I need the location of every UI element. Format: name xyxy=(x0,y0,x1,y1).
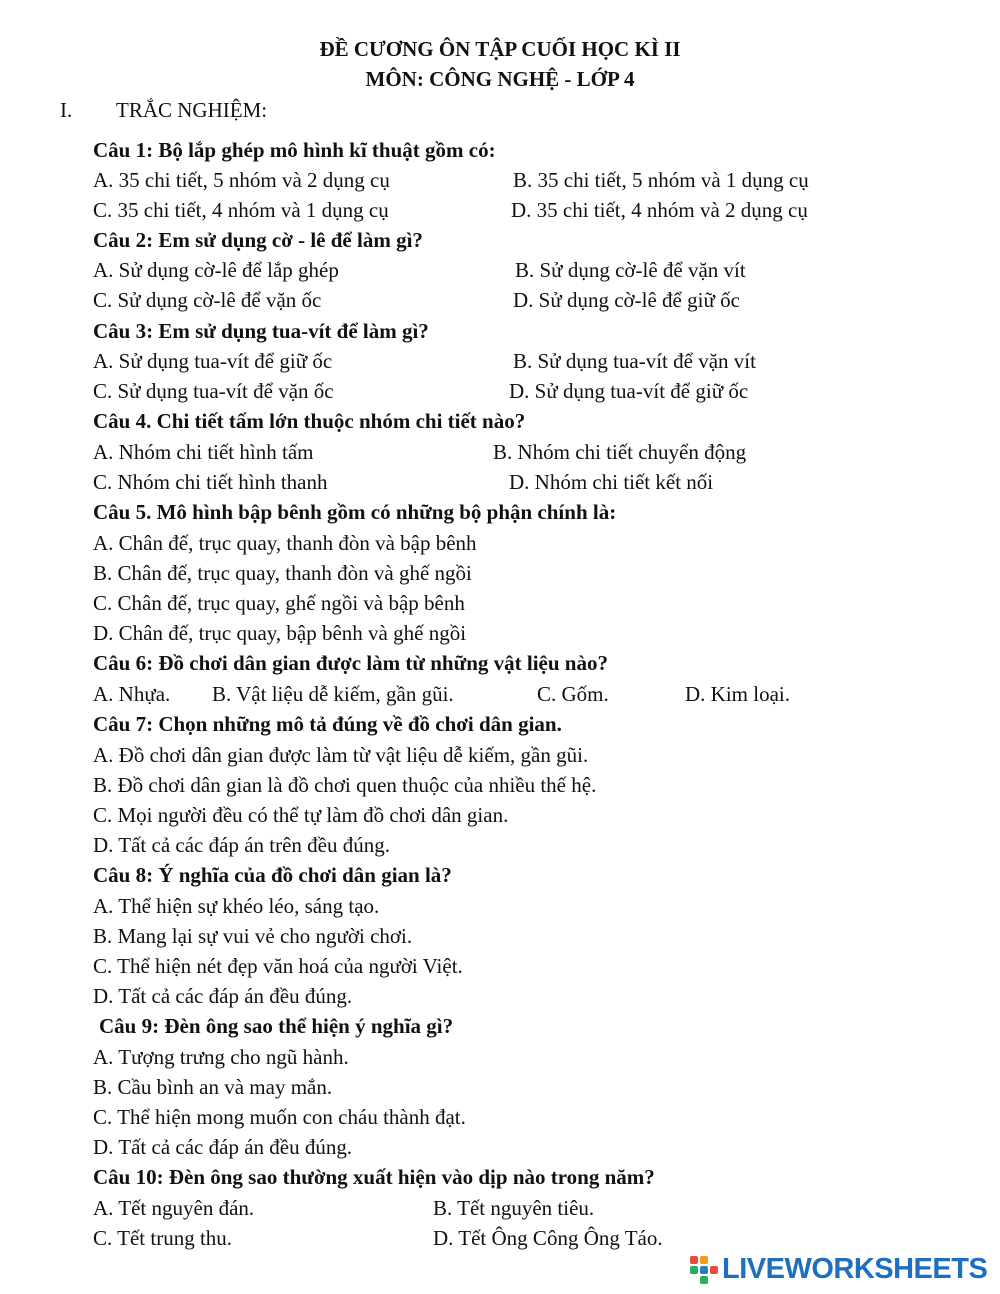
q2-option-a: A. Sử dụng cờ-lê để lắp ghép xyxy=(93,258,339,282)
q6-option-c: C. Gốm. xyxy=(537,682,609,706)
q7-option-a: A. Đồ chơi dân gian được làm từ vật liệu dễ kiếm, gần gũi. xyxy=(93,743,589,767)
question-4: Câu 4. Chi tiết tấm lớn thuộc nhóm chi tiết nào? xyxy=(93,409,526,433)
q3-option-c: C. Sử dụng tua-vít để vặn ốc xyxy=(93,379,334,403)
q9-option-a: A. Tượng trưng cho ngũ hành. xyxy=(93,1045,349,1069)
logo-tile xyxy=(690,1256,698,1264)
logo-tile xyxy=(700,1256,708,1264)
q7-option-b: B. Đồ chơi dân gian là đồ chơi quen thuộc của nhiều thế hệ. xyxy=(93,773,597,797)
q10-option-b: B. Tết nguyên tiêu. xyxy=(433,1196,595,1220)
liveworksheets-logo-icon xyxy=(690,1254,720,1284)
section-number: I. xyxy=(60,98,73,122)
section-title: TRẮC NGHIỆM: xyxy=(116,98,268,122)
doc-subtitle: MÔN: CÔNG NGHỆ - LỚP 4 xyxy=(365,67,635,91)
question-8: Câu 8: Ý nghĩa của đồ chơi dân gian là? xyxy=(93,863,452,887)
question-7: Câu 7: Chọn những mô tả đúng về đồ chơi dân gian. xyxy=(93,712,562,736)
liveworksheets-logo-text: LIVEWORKSHEETS xyxy=(722,1252,988,1285)
question-1: Câu 1: Bộ lắp ghép mô hình kĩ thuật gồm có: xyxy=(93,138,496,162)
logo-tile xyxy=(700,1276,708,1284)
q1-option-c: C. 35 chi tiết, 4 nhóm và 1 dụng cụ xyxy=(93,198,389,222)
q8-option-a: A. Thể hiện sự khéo léo, sáng tạo. xyxy=(93,894,380,918)
q5-option-c: C. Chân đế, trục quay, ghế ngồi và bập bênh xyxy=(93,591,465,615)
q7-option-c: C. Mọi người đều có thể tự làm đồ chơi dân gian. xyxy=(93,803,509,827)
logo-tile xyxy=(710,1266,718,1274)
question-9: Câu 9: Đèn ông sao thể hiện ý nghĩa gì? xyxy=(99,1014,454,1038)
question-3: Câu 3: Em sử dụng tua-vít để làm gì? xyxy=(93,319,429,343)
q8-option-d: D. Tất cả các đáp án đều đúng. xyxy=(93,984,353,1008)
question-10: Câu 10: Đèn ông sao thường xuất hiện vào dịp nào trong năm? xyxy=(93,1165,655,1189)
logo-tile xyxy=(700,1266,708,1274)
q2-option-b: B. Sử dụng cờ-lê để vặn vít xyxy=(515,258,746,282)
q6-option-d: D. Kim loại. xyxy=(685,682,790,706)
q10-option-d: D. Tết Ông Công Ông Táo. xyxy=(433,1226,663,1250)
q1-option-d: D. 35 chi tiết, 4 nhóm và 2 dụng cụ xyxy=(511,198,808,222)
q1-option-a: A. 35 chi tiết, 5 nhóm và 2 dụng cụ xyxy=(93,168,390,192)
q2-option-c: C. Sử dụng cờ-lê để vặn ốc xyxy=(93,288,322,312)
logo-tile xyxy=(690,1266,698,1274)
question-5: Câu 5. Mô hình bập bênh gồm có những bộ phận chính là: xyxy=(93,500,617,524)
q4-option-b: B. Nhóm chi tiết chuyển động xyxy=(493,440,747,464)
liveworksheets-logo xyxy=(690,1252,987,1286)
q1-option-b: B. 35 chi tiết, 5 nhóm và 1 dụng cụ xyxy=(513,168,809,192)
q9-option-b: B. Cầu bình an và may mắn. xyxy=(93,1075,333,1099)
q10-option-a: A. Tết nguyên đán. xyxy=(93,1196,255,1220)
doc-title: ĐỀ CƯƠNG ÔN TẬP CUỐI HỌC KÌ II xyxy=(319,37,681,61)
q5-option-a: A. Chân đế, trục quay, thanh đòn và bập bênh xyxy=(93,531,477,555)
q6-option-b: B. Vật liệu dễ kiếm, gần gũi. xyxy=(212,682,454,706)
q3-option-a: A. Sử dụng tua-vít để giữ ốc xyxy=(93,349,333,373)
q6-option-a: A. Nhựa. xyxy=(93,682,171,706)
q10-option-c: C. Tết trung thu. xyxy=(93,1226,233,1250)
q4-option-d: D. Nhóm chi tiết kết nối xyxy=(509,470,714,494)
question-6: Câu 6: Đồ chơi dân gian được làm từ những vật liệu nào? xyxy=(93,651,608,675)
q9-option-c: C. Thể hiện mong muốn con cháu thành đạt. xyxy=(93,1105,466,1129)
q8-option-c: C. Thể hiện nét đẹp văn hoá của người Việt. xyxy=(93,954,463,978)
q7-option-d: D. Tất cả các đáp án trên đều đúng. xyxy=(93,833,390,857)
q4-option-c: C. Nhóm chi tiết hình thanh xyxy=(93,470,328,494)
q8-option-b: B. Mang lại sự vui vẻ cho người chơi. xyxy=(93,924,413,948)
q3-option-b: B. Sử dụng tua-vít để vặn vít xyxy=(513,349,756,373)
q4-option-a: A. Nhóm chi tiết hình tấm xyxy=(93,440,314,464)
q5-option-d: D. Chân đế, trục quay, bập bênh và ghế ngồi xyxy=(93,621,467,645)
q2-option-d: D. Sử dụng cờ-lê để giữ ốc xyxy=(513,288,740,312)
q5-option-b: B. Chân đế, trục quay, thanh đòn và ghế ngồi xyxy=(93,561,472,585)
q9-option-d: D. Tất cả các đáp án đều đúng. xyxy=(93,1135,353,1159)
q3-option-d: D. Sử dụng tua-vít để giữ ốc xyxy=(509,379,749,403)
question-2: Câu 2: Em sử dụng cờ - lê để làm gì? xyxy=(93,228,423,252)
